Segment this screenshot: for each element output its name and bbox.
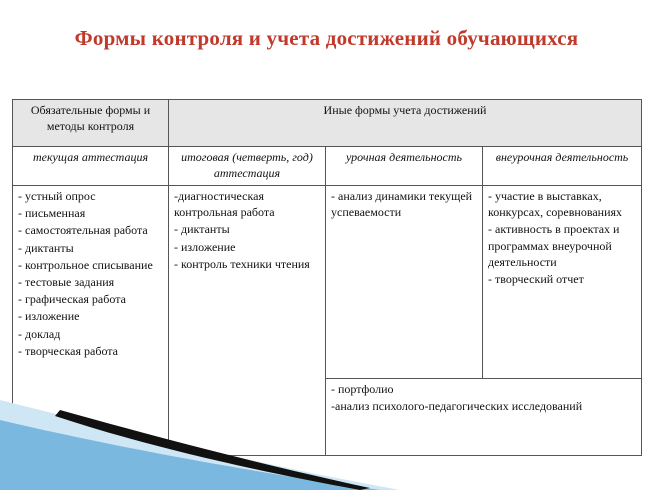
final-assessment-list: [174, 188, 320, 272]
list-item: - контрольное списывание: [18, 257, 153, 272]
classroom-activity-cell: [326, 186, 483, 379]
list-item: - самостоятельная работа: [18, 223, 148, 238]
subheader-extracurricular-activity: внеурочная деятельность: [483, 147, 642, 186]
list-item: - письменная: [18, 206, 86, 221]
subheader-current-assessment: текущая аттестация: [13, 147, 169, 186]
list-item: - изложение: [18, 309, 80, 324]
decorative-swoosh: [0, 380, 400, 490]
extracurricular-activity-cell: [483, 186, 642, 379]
list-item: - графическая работа: [18, 292, 126, 307]
header-other-forms: Иные формы учета достижений: [169, 100, 642, 147]
header-mandatory-forms: Обязательные формы и методы контроля: [13, 100, 169, 147]
subheader-classroom-activity: урочная деятельность: [326, 147, 483, 186]
list-item: - анализ динамики текущей успеваемости: [331, 189, 473, 220]
list-item: - творческая работа: [18, 343, 118, 358]
list-item: - контроль техники чтения: [174, 256, 310, 271]
list-item: - активность в проектах и программах внеурочной деятельности: [488, 222, 620, 269]
list-item: - участие в выставках, конкурсах, соревнованиях: [488, 189, 623, 220]
list-item: - диктанты: [174, 222, 230, 237]
classroom-activity-list: [331, 188, 477, 220]
list-item: -анализ психолого-педагогических исследований: [331, 399, 583, 414]
list-item: - портфолио: [331, 382, 394, 396]
page-title: Формы контроля и учета достижений обучающихся: [74, 26, 579, 50]
list-item: -диагностическая контрольная работа: [174, 189, 275, 220]
extracurricular-activity-list: [488, 188, 636, 287]
list-item: - творческий отчет: [488, 271, 584, 286]
subheader-final-assessment: итоговая (четверть, год) аттестация: [169, 147, 326, 186]
list-item: - изложение: [174, 239, 236, 254]
list-item: - устный опрос: [18, 189, 96, 203]
list-item: - диктанты: [18, 240, 74, 255]
list-item: - тестовые задания: [18, 274, 115, 289]
current-assessment-list: [18, 188, 163, 359]
list-item: - доклад: [18, 326, 61, 341]
